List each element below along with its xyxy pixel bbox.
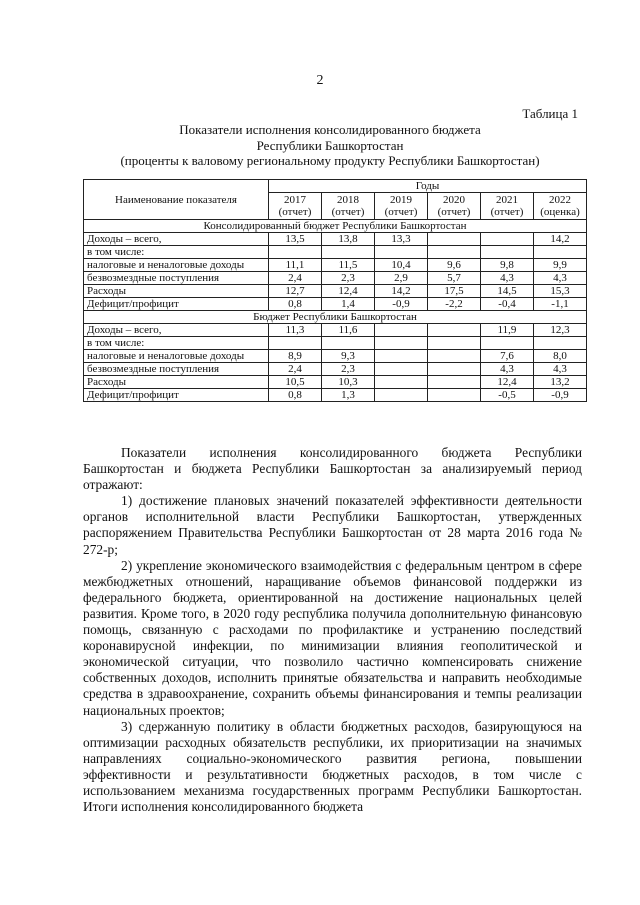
value-cell [481, 246, 534, 259]
row-label: Доходы – всего, [84, 233, 269, 246]
paragraph: Показатели исполнения консолидированного бюджета Республики Башкортостан и бюджета Республики Башкортостан за анализируемый период отражают: [83, 445, 582, 493]
row-label: Дефицит/профицит [84, 298, 269, 311]
row-label: безвозмездные поступления [84, 272, 269, 285]
value-cell [428, 376, 481, 389]
value-cell [428, 337, 481, 350]
value-cell [428, 363, 481, 376]
table-row [84, 272, 587, 285]
value-cell: 5,7 [428, 272, 481, 285]
table-row [84, 324, 587, 337]
value-cell [534, 246, 587, 259]
value-cell: 14,2 [375, 285, 428, 298]
value-cell: 4,3 [534, 363, 587, 376]
value-cell: 1,4 [322, 298, 375, 311]
value-cell: -0,4 [481, 298, 534, 311]
table-row [84, 259, 587, 272]
year-header [322, 193, 375, 220]
value-cell: 13,5 [269, 233, 322, 246]
value-cell: 13,3 [375, 233, 428, 246]
table-row [84, 246, 587, 259]
value-cell: 10,3 [322, 376, 375, 389]
row-label: налоговые и неналоговые доходы [84, 259, 269, 272]
year-note: (отчет) [278, 206, 312, 218]
row-label: Расходы [84, 376, 269, 389]
value-cell [481, 337, 534, 350]
table-row [84, 233, 587, 246]
table-row [84, 376, 587, 389]
section-title: Консолидированный бюджет Республики Башкортостан [84, 220, 587, 233]
table-row [84, 350, 587, 363]
title-line: Показатели исполнения консолидированного бюджета [179, 122, 481, 137]
year: 2017 [284, 194, 306, 206]
value-cell: 17,5 [428, 285, 481, 298]
value-cell: 2,3 [322, 272, 375, 285]
year: 2021 [496, 194, 518, 206]
value-cell [375, 389, 428, 402]
value-cell: 2,3 [322, 363, 375, 376]
row-label: налоговые и неналоговые доходы [84, 350, 269, 363]
value-cell [322, 337, 375, 350]
value-cell [269, 246, 322, 259]
value-cell: 4,3 [481, 363, 534, 376]
year-header [481, 193, 534, 220]
value-cell [428, 233, 481, 246]
table-row [84, 298, 587, 311]
value-cell: 14,5 [481, 285, 534, 298]
value-cell [428, 389, 481, 402]
section-title: Бюджет Республики Башкортостан [84, 311, 587, 324]
row-label: Дефицит/профицит [84, 389, 269, 402]
year-note: (отчет) [384, 206, 418, 218]
value-cell: 10,5 [269, 376, 322, 389]
value-cell: 2,9 [375, 272, 428, 285]
row-label: Расходы [84, 285, 269, 298]
value-cell: 4,3 [534, 272, 587, 285]
value-cell: 9,9 [534, 259, 587, 272]
value-cell: 11,5 [322, 259, 375, 272]
value-cell [534, 337, 587, 350]
value-cell: 14,2 [534, 233, 587, 246]
value-cell: 2,4 [269, 272, 322, 285]
name-column-header: Наименование показателя [84, 180, 269, 220]
value-cell: 11,6 [322, 324, 375, 337]
years-header: Годы [269, 180, 587, 193]
value-cell [428, 246, 481, 259]
year-header [534, 193, 587, 220]
value-cell: -0,5 [481, 389, 534, 402]
value-cell [269, 337, 322, 350]
table-row [84, 363, 587, 376]
value-cell: 0,8 [269, 389, 322, 402]
paragraph: 2) укрепление экономического взаимодействия с федеральным центром в сфере межбюджетных отношений, наращивание объемов финансовой поддержки из федерального бюджета, ориентированной на достижение национальных целей развития. Кроме того, в 2020 году республика получила дополнительную финансовую помощь, связанную с расходами по профилактике и устранению последствий коронавирусной инфекции, по минимизации влияния геополитической и экономической ситуации, что позволило частично компенсировать снижение собственных доходов, исполнить принятые обязательства и направить необходимые средства в здравоохранение, сохранить объемы финансирования и темпы реализации национальных проектов; [83, 557, 582, 718]
value-cell: 12,3 [534, 324, 587, 337]
title-line: (проценты к валовому региональному продукту Республики Башкортостан) [120, 153, 540, 168]
value-cell: -1,1 [534, 298, 587, 311]
paragraph: 1) достижение плановых значений показателей эффективности деятельности органов исполнительной власти Республики Башкортостан, утвержденных распоряжением Правительства Республики Башкортостан от 28 марта 2016 года № 272-р; [83, 493, 582, 557]
value-cell: 4,3 [481, 272, 534, 285]
value-cell: 15,3 [534, 285, 587, 298]
year-header [269, 193, 322, 220]
year-note: (оценка) [540, 206, 580, 218]
value-cell: 7,6 [481, 350, 534, 363]
table-title [90, 122, 570, 169]
body-text [83, 445, 582, 815]
table-row [84, 337, 587, 350]
value-cell: 10,4 [375, 259, 428, 272]
section-row [84, 220, 587, 233]
year: 2018 [337, 194, 359, 206]
value-cell [375, 324, 428, 337]
year-note: (отчет) [490, 206, 524, 218]
value-cell: 9,6 [428, 259, 481, 272]
value-cell: 12,4 [481, 376, 534, 389]
paragraph: 3) сдержанную политику в области бюджетных расходов, базирующуюся на оптимизации расходных обязательств республики, их приоритизации на значимых направлениях социально-экономического развития региона, повышении эффективности и результативности бюджетных расходов, в том числе с использованием механизма государственных программ Республики Башкортостан. Итоги исполнения консолидированного бюджета [83, 718, 582, 815]
value-cell [375, 350, 428, 363]
year: 2019 [390, 194, 412, 206]
row-label: безвозмездные поступления [84, 363, 269, 376]
title-line: Республики Башкортостан [256, 137, 404, 153]
page-number: 2 [316, 73, 324, 88]
year-note: (отчет) [331, 206, 365, 218]
value-cell: 9,8 [481, 259, 534, 272]
value-cell [375, 363, 428, 376]
budget-table [83, 179, 587, 402]
value-cell [322, 246, 375, 259]
section-row [84, 311, 587, 324]
table-label: Таблица 1 [522, 106, 578, 121]
value-cell: 8,0 [534, 350, 587, 363]
value-cell [428, 324, 481, 337]
value-cell: 11,3 [269, 324, 322, 337]
value-cell [428, 350, 481, 363]
value-cell: 0,8 [269, 298, 322, 311]
value-cell: 12,4 [322, 285, 375, 298]
value-cell: 11,9 [481, 324, 534, 337]
row-label: Доходы – всего, [84, 324, 269, 337]
value-cell [375, 246, 428, 259]
year-header [428, 193, 481, 220]
value-cell: 13,2 [534, 376, 587, 389]
year-header [375, 193, 428, 220]
value-cell [375, 337, 428, 350]
value-cell: 13,8 [322, 233, 375, 246]
value-cell: 2,4 [269, 363, 322, 376]
value-cell: 1,3 [322, 389, 375, 402]
value-cell: 11,1 [269, 259, 322, 272]
value-cell: 8,9 [269, 350, 322, 363]
value-cell: -0,9 [534, 389, 587, 402]
value-cell [375, 376, 428, 389]
table-row [84, 285, 587, 298]
row-label: в том числе: [84, 246, 269, 259]
value-cell: -2,2 [428, 298, 481, 311]
year: 2020 [443, 194, 465, 206]
value-cell [481, 233, 534, 246]
row-label: в том числе: [84, 337, 269, 350]
value-cell: 12,7 [269, 285, 322, 298]
value-cell: 9,3 [322, 350, 375, 363]
value-cell: -0,9 [375, 298, 428, 311]
year: 2022 [549, 194, 571, 206]
year-note: (отчет) [437, 206, 471, 218]
table-row [84, 389, 587, 402]
